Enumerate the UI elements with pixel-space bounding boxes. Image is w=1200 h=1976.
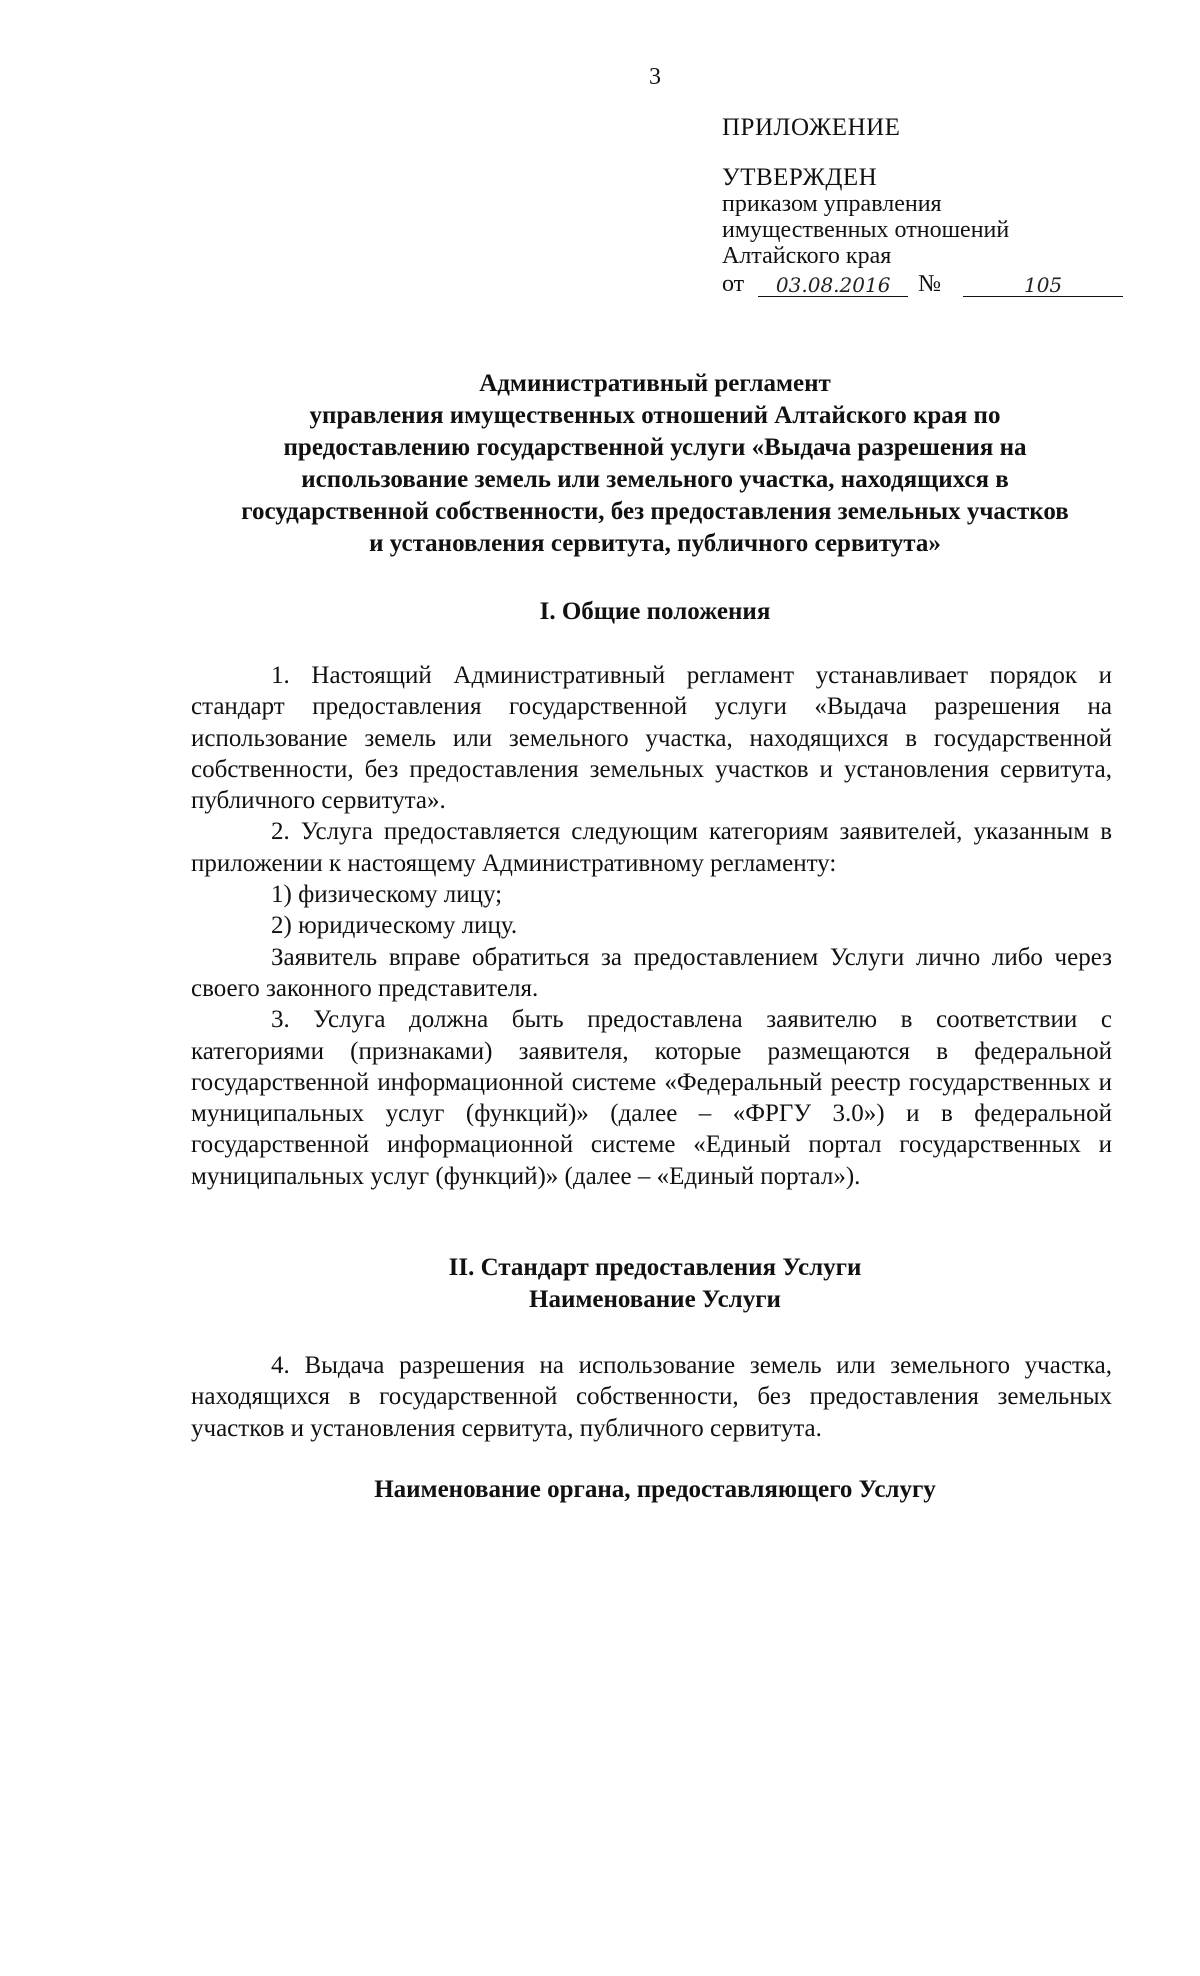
approval-line-2: имущественных отношений <box>722 217 1010 243</box>
handwritten-number: 105 <box>963 274 1123 297</box>
title-line: использование земель или земельного участка, находящихся в <box>301 466 1009 493</box>
approval-line-1: приказом управления <box>722 191 942 217</box>
paragraph-5: 4. Выдача разрешения на использование земель или земельного участка, находящихся в государственной собственности, без предоставления земельных участков и установления сервитута, публичного сервитута. <box>191 1352 1112 1442</box>
appendix-label: ПРИЛОЖЕНИЕ <box>722 114 901 141</box>
order-date-line <box>722 271 1123 297</box>
title-line: и установления сервитута, публичного сервитута» <box>369 530 941 557</box>
section-2-body <box>191 1350 1112 1444</box>
title-line: Административный регламент <box>479 370 831 397</box>
title-line: государственной собственности, без предоставления земельных участков <box>241 498 1069 525</box>
number-label: № <box>918 271 942 297</box>
section-2-heading: II. Стандарт предоставления Услуги <box>448 1254 862 1281</box>
approved-label: УТВЕРЖДЕН <box>722 164 878 191</box>
title-line: управления имущественных отношений Алтайского края по <box>309 402 1001 429</box>
section-1-heading: I. Общие положения <box>539 598 771 625</box>
approval-line-3: Алтайского края <box>722 243 892 269</box>
paragraph-2: 2. Услуга предоставляется следующим категориям заявителей, указанным в приложении к настоящему Административному регламенту: <box>191 818 1112 877</box>
authority-subheading: Наименование органа, предоставляющего Услугу <box>374 1476 936 1503</box>
paragraph-3: Заявитель вправе обратиться за предоставлением Услуги лично либо через своего законного представителя. <box>191 943 1112 1002</box>
handwritten-date: 03.08.2016 <box>758 274 908 297</box>
page-number: 3 <box>649 64 661 90</box>
list-item-2: 2) юридическому лицу. <box>271 912 518 940</box>
section-1-body <box>191 660 1112 1192</box>
document-title <box>180 368 1130 560</box>
service-name-subheading: Наименование Услуги <box>529 1286 781 1313</box>
list-item-1: 1) физическому лицу; <box>271 881 503 909</box>
paragraph-1: 1. Настоящий Административный регламент устанавливает порядок и стандарт предоставления государственной услуги «Выдача разрешения на использование земель или земельного участка, находящихся в государственной собственности, без предоставления земельных участков и установления сервитута, публичного сервитута». <box>191 662 1112 815</box>
title-line: предоставлению государственной услуги «Выдача разрешения на <box>283 434 1027 461</box>
paragraph-4: 3. Услуга должна быть предоставлена заявителю в соответствии с категориями (признаками) заявителя, которые размещаются в федеральной государственной информационной системе «Федеральный реестр государственных и муниципальных услуг (функций)» (далее – «ФРГУ 3.0») и в федеральной государственной информационной системе «Единый портал государственных и муниципальных услуг (функций)» (далее – «Единый портал»). <box>191 1006 1112 1190</box>
from-label: от <box>722 271 745 297</box>
approval-block <box>722 115 1123 297</box>
